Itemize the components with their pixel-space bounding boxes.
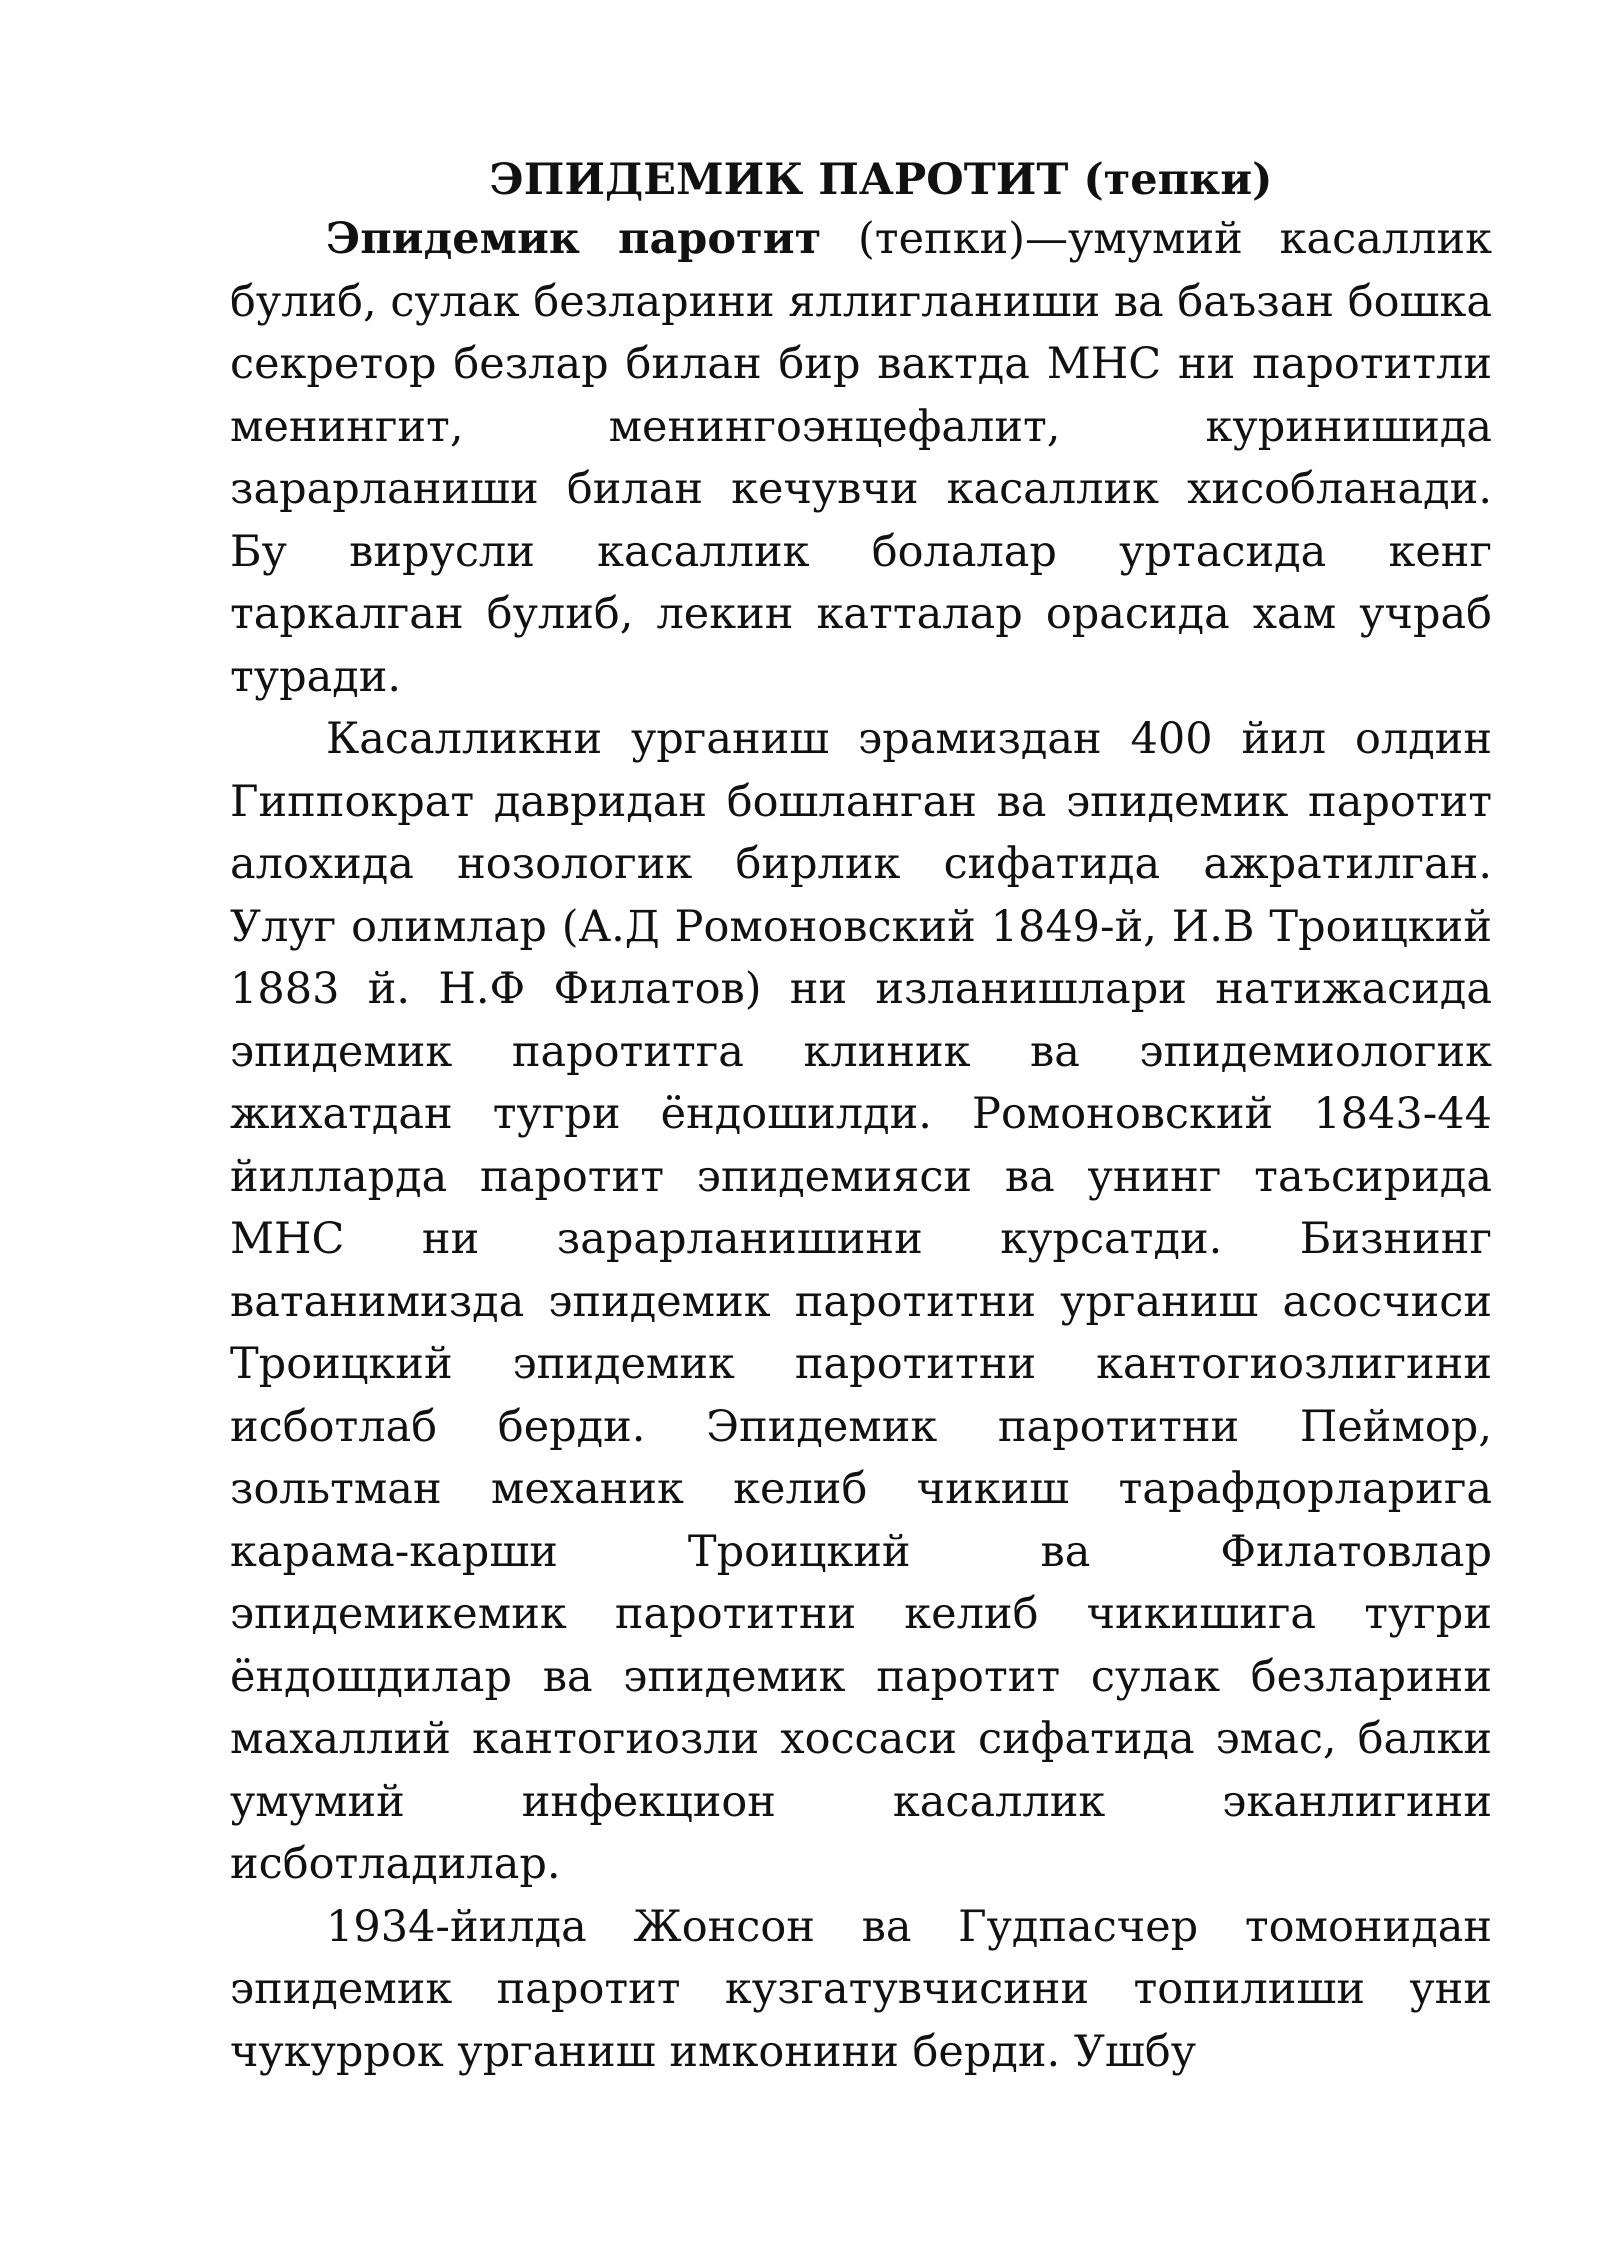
- paragraph-2: [230, 708, 1492, 1896]
- paragraph-1-text: (тепки)—умумий касаллик булиб, сулак безларини яллигланиши ва баъзан бошка секретор безлар билан бир вактда МНС ни паротитли менингит, менингоэнцефалит, куринишида зарарланиши билан кечувчи касаллик хисобланади. Бу вирусли касаллик болалар уртасида кенг таркалган булиб, лекин катталар орасида хам учраб туради.: [230, 214, 1492, 702]
- document-page: [230, 152, 1492, 2083]
- document-title: ЭПИДЕМИК ПАРОТИТ (тепки): [489, 155, 1273, 205]
- paragraph-3-text: 1934-йилда Жонсон ва Гудпасчер томонидан эпидемик паротит кузгатувчисини топилиши уни чукуррок урганиш имконини берди. Ушбу: [230, 1901, 1492, 2077]
- paragraph-2-text: Касалликни урганиш эрамиздан 400 йил олдин Гиппократ давридан бошланган ва эпидемик паротит алохида нозологик бирлик сифатида ажратилган. Улуг олимлар (А.Д Ромоновский 1849-й, И.В Троицкий 1883 й. Н.Ф Филатов) ни изланишлари натижасида эпидемик паротитга клиник ва эпидемиологик жихатдан тугри ёндошилди. Ромоновский 1843-44 йилларда паротит эпидемияси ва унинг таъсирида МНС ни зарарланишини курсатди. Бизнинг ватанимизда эпидемик паротитни урганиш асосчиси Троицкий эпидемик паротитни кантогиозлигини исботлаб берди. Эпидемик паротитни Пеймор, зольтман механик келиб чикиш тарафдорларига карама-карши Троицкий ва Филатовлар эпидемикемик паротитни келиб чикишига тугри ёндошдилар ва эпидемик паротит сулак безларини махаллий кантогиозли хоссаси сифатида эмас, балки умумий инфекцион касаллик эканлигини исботладилар.: [230, 714, 1492, 1889]
- paragraph-1-lead: Эпидемик паротит: [326, 214, 822, 264]
- paragraph-3: [230, 1896, 1492, 2084]
- paragraph-1: [230, 208, 1492, 708]
